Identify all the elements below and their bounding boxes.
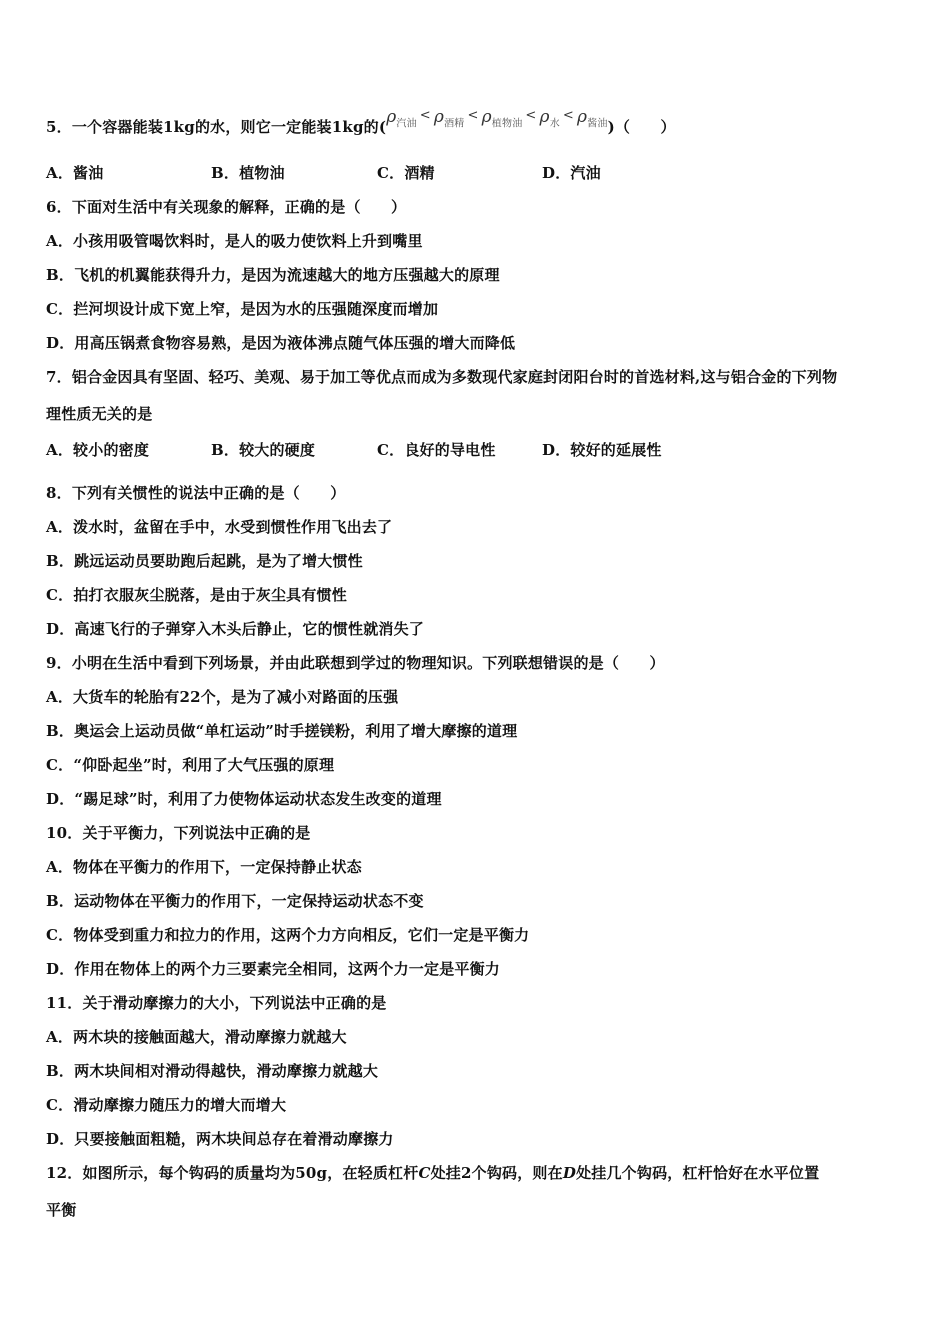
q6-option-c: C．拦河坝设计成下宽上窄，是因为水的压强随深度而增加 [46,300,439,318]
point-d-label: D [562,1164,577,1182]
q11-stem: 11．关于滑动摩擦力的大小，下列说法中正确的是 [46,994,387,1012]
q5-stem [46,107,676,139]
q5-option-a: A．酱油 [46,164,104,182]
q9-option-c: C．“仰卧起坐”时，利用了大气压强的原理 [46,756,335,774]
q7-stem-line2: 理性质无关的是 [46,405,153,423]
q6-option-a: A．小孩用吸管喝饮料时，是人的吸力使饮料上升到嘴里 [46,232,423,250]
q9-stem: 9．小明在生活中看到下列场景，并由此联想到学过的物理知识。下列联想错误的是（ ） [46,654,665,672]
density-formula: $\rho_{汽油}< \rho_{酒精}< \rho_{植物油}< \rho_水< \rho_{酱油}$ [386,107,608,130]
q10-option-d: D．作用在物体上的两个力三要素完全相同，这两个力一定是平衡力 [46,960,501,978]
q12-stem-line2: 平衡 [46,1201,77,1219]
q10-stem: 10．关于平衡力，下列说法中正确的是 [46,824,311,842]
q11-option-b: B．两木块间相对滑动得越快，滑动摩擦力就越大 [46,1062,379,1080]
q12-stem-line1: 12．如图所示，每个钩码的质量均为50g，在轻质杠杆C处挂2个钩码，则在D处挂几个钩码，杠杆恰好在水平位置 [46,1164,820,1182]
q11-option-d: D．只要接触面粗糙，两木块间总存在着滑动摩擦力 [46,1130,394,1148]
q8-option-a: A．泼水时，盆留在手中，水受到惯性作用飞出去了 [46,518,393,536]
q6-option-d: D．用高压锅煮食物容易熟，是因为液体沸点随气体压强的增大而降低 [46,334,516,352]
q9-option-b: B．奥运会上运动员做“单杠运动”时手搓镁粉，利用了增大摩擦的道理 [46,722,518,740]
q8-stem: 8．下列有关惯性的说法中正确的是（ ） [46,484,346,502]
q7-option-d: D．较好的延展性 [542,441,662,459]
q5-option-c: C．酒精 [377,164,435,182]
q7-options [46,439,662,460]
q7-option-c: C．良好的导电性 [377,441,496,459]
q10-option-b: B．运动物体在平衡力的作用下，一定保持运动状态不变 [46,892,424,910]
q10-option-c: C．物体受到重力和拉力的作用，这两个力方向相反，它们一定是平衡力 [46,926,530,944]
q5-option-d: D．汽油 [542,164,601,182]
q8-option-b: B．跳远运动员要助跑后起跳，是为了增大惯性 [46,552,363,570]
q5-suffix: )（ ） [607,118,676,136]
q8-option-c: C．拍打衣服灰尘脱落，是由于灰尘具有惯性 [46,586,347,604]
q11-option-a: A．两木块的接触面越大，滑动摩擦力就越大 [46,1028,347,1046]
q6-option-b: B．飞机的机翼能获得升力，是因为流速越大的地方压强越大的原理 [46,266,500,284]
q7-option-a: A．较小的密度 [46,441,150,459]
point-c-label: C [418,1164,431,1182]
q5-options [46,162,601,183]
q9-option-d: D．“踢足球”时，利用了力使物体运动状态发生改变的道理 [46,790,442,808]
q5-prefix: 5．一个容器能装1kg的水，则它一定能装1kg的( [46,118,387,136]
q11-option-c: C．滑动摩擦力随压力的增大而增大 [46,1096,287,1114]
q10-option-a: A．物体在平衡力的作用下，一定保持静止状态 [46,858,362,876]
q7-stem-line1: 7．铝合金因具有坚固、轻巧、美观、易于加工等优点而成为多数现代家庭封闭阳台时的首选材料,这与铝合金的下列物 [46,368,838,386]
q6-stem: 6．下面对生活中有关现象的解释，正确的是（ ） [46,198,407,216]
q8-option-d: D．高速飞行的子弹穿入木头后静止，它的惯性就消失了 [46,620,425,638]
q7-option-b: B．较大的硬度 [211,441,316,459]
q5-option-b: B．植物油 [211,164,285,182]
q9-option-a: A．大货车的轮胎有22个，是为了减小对路面的压强 [46,688,399,706]
